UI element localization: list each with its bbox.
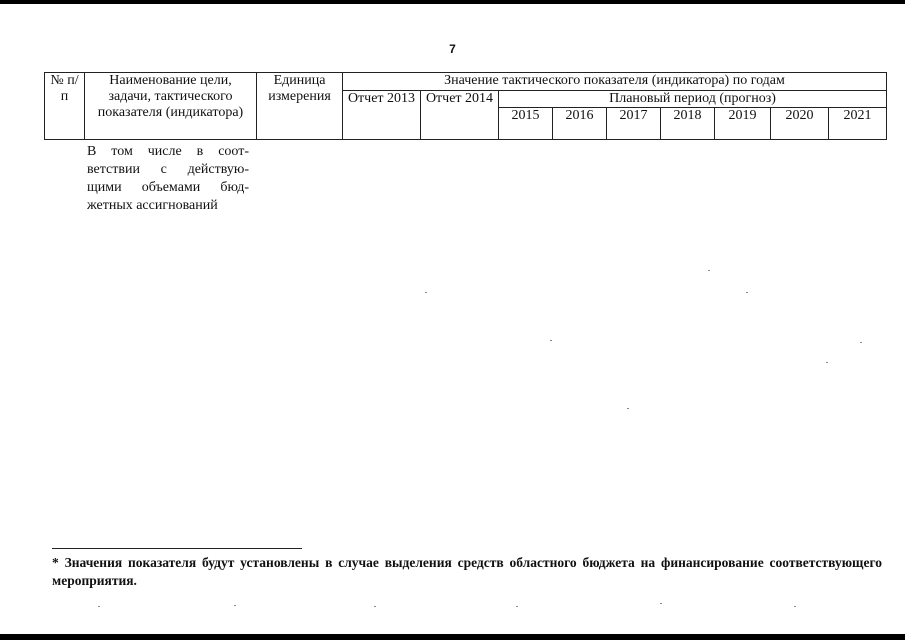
row-line: жетных ассигнований bbox=[87, 198, 218, 213]
scan-speck bbox=[425, 292, 427, 293]
header-report-2014: Отчет 2014 bbox=[421, 91, 499, 140]
header-num: № п/п bbox=[45, 73, 85, 140]
scan-speck bbox=[627, 408, 629, 409]
scan-speck bbox=[516, 606, 518, 607]
top-border bbox=[0, 0, 905, 4]
bottom-border bbox=[0, 634, 905, 640]
header-year: 2020 bbox=[771, 108, 829, 140]
scan-speck bbox=[826, 362, 828, 363]
header-values-group: Значение тактического показателя (индикатора) по годам bbox=[343, 73, 887, 91]
scan-speck bbox=[374, 606, 376, 607]
header-unit: Единица измерения bbox=[257, 73, 343, 140]
scan-speck bbox=[860, 342, 862, 343]
scan-speck bbox=[794, 606, 796, 607]
header-year: 2021 bbox=[829, 108, 887, 140]
header-plan-period: Плановый период (прогноз) bbox=[499, 91, 887, 108]
scan-speck bbox=[660, 603, 662, 604]
header-report-2013: Отчет 2013 bbox=[343, 91, 421, 140]
header-year: 2015 bbox=[499, 108, 553, 140]
scan-speck bbox=[550, 340, 552, 341]
row-description bbox=[87, 143, 249, 215]
scan-speck bbox=[708, 270, 710, 271]
row-line: В том числе в соот- bbox=[87, 144, 249, 159]
scan-speck bbox=[746, 292, 748, 293]
header-year: 2018 bbox=[661, 108, 715, 140]
header-year: 2017 bbox=[607, 108, 661, 140]
header-year: 2019 bbox=[715, 108, 771, 140]
footnote: * Значения показателя будут установлены в случае выделения средств областного бюджета на финансирование соответствующего мероприятия. bbox=[52, 555, 882, 588]
footnote-rule bbox=[52, 548, 302, 549]
scan-speck bbox=[98, 606, 100, 607]
header-name: Наименование цели, задачи, тактического показателя (индикатора) bbox=[85, 73, 257, 140]
header-year: 2016 bbox=[553, 108, 607, 140]
page-number: 7 bbox=[449, 42, 456, 56]
row-line: щими объемами бюд- bbox=[87, 180, 249, 195]
indicator-table bbox=[44, 72, 887, 140]
scan-speck bbox=[234, 605, 236, 606]
row-line: ветствии с действую- bbox=[87, 162, 249, 177]
